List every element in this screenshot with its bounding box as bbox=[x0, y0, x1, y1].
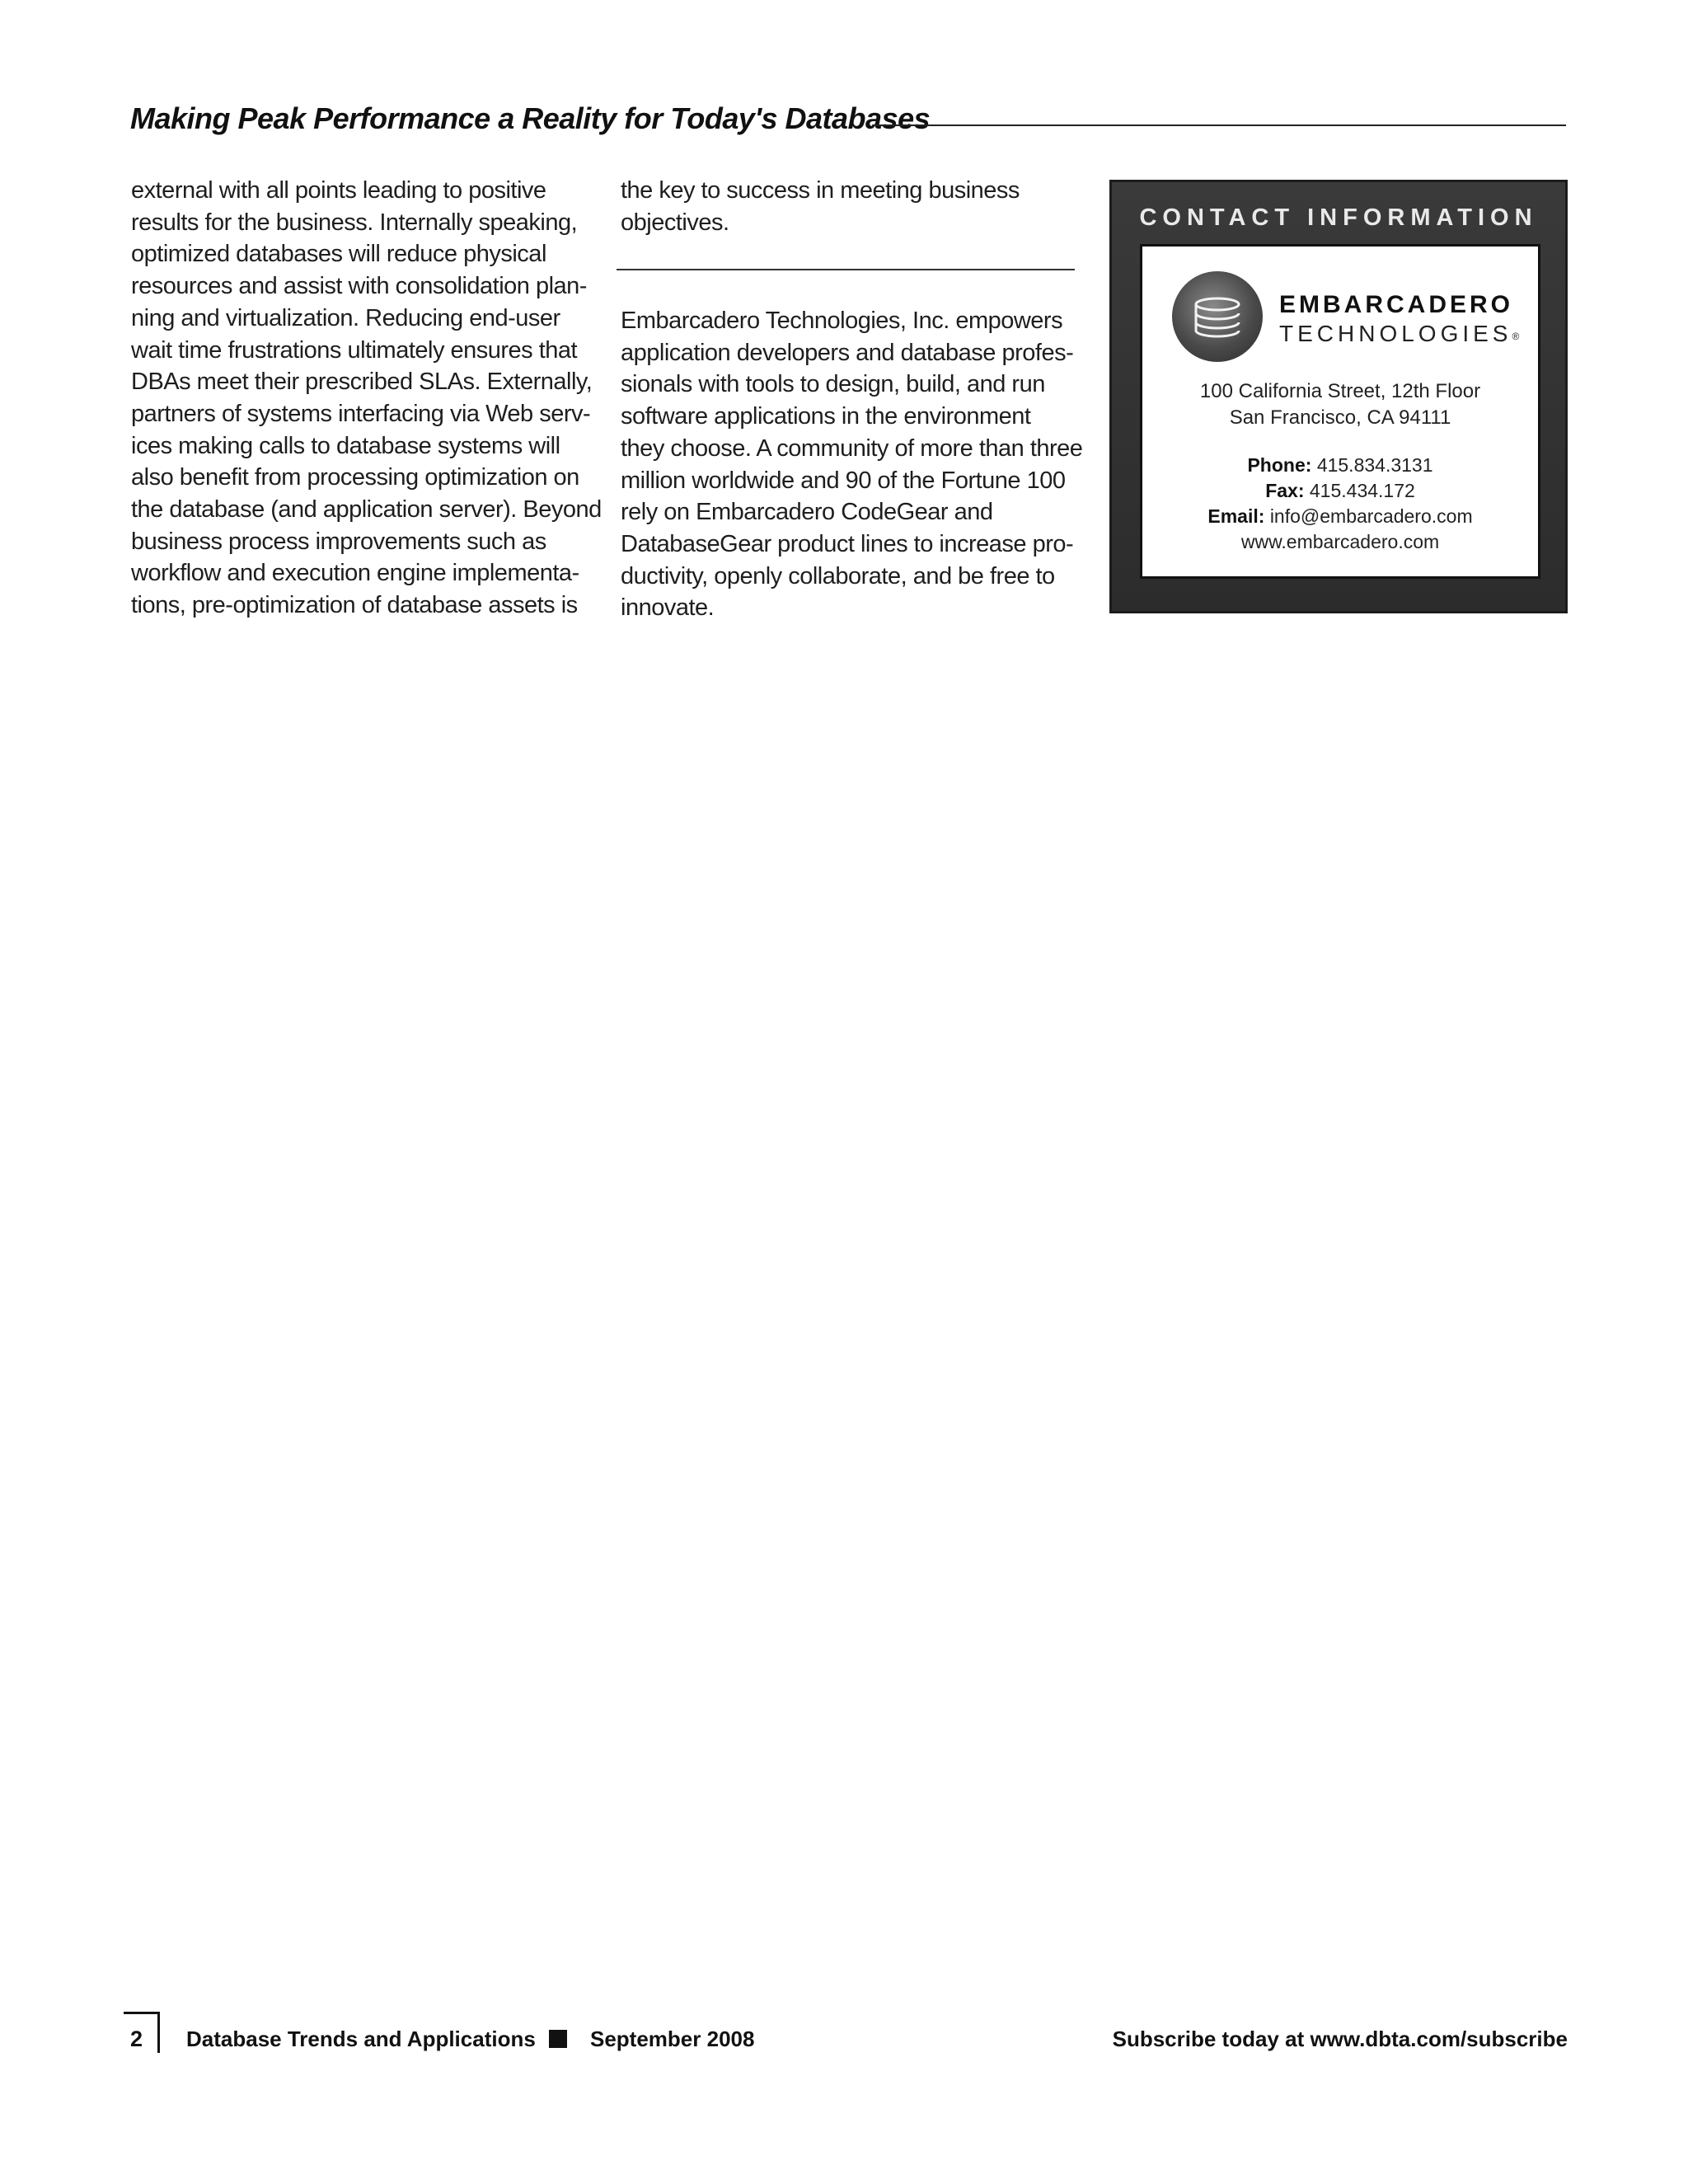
body-line: rely on Embarcadero CodeGear and bbox=[621, 499, 993, 526]
body-line: million worldwide and 90 of the Fortune 100 bbox=[621, 467, 1066, 494]
contact-information-box bbox=[1109, 180, 1568, 613]
publication-name: Database Trends and Applications bbox=[186, 2027, 536, 2051]
body-line: innovate. bbox=[621, 594, 715, 622]
body-line: also benefit from processing optimization on bbox=[131, 464, 579, 491]
subscribe-link[interactable]: Subscribe today at www.dbta.com/subscribe bbox=[1112, 2027, 1568, 2051]
body-line: ices making calls to database systems will bbox=[131, 432, 560, 459]
section-divider bbox=[617, 269, 1075, 270]
body-line: business process improvements such as bbox=[131, 528, 546, 555]
fax-number: 415.434.172 bbox=[1309, 480, 1415, 501]
body-line: wait time frustrations ultimately ensures that bbox=[131, 336, 578, 364]
body-line: Embarcadero Technologies, Inc. empowers bbox=[621, 308, 1063, 334]
body-line: application developers and database profes- bbox=[621, 339, 1074, 366]
brand-subtitle: TECHNOLOGIES® bbox=[1279, 321, 1520, 346]
issue-date: September 2008 bbox=[590, 2027, 755, 2051]
email-link[interactable]: info@embarcadero.com bbox=[1269, 505, 1473, 527]
body-line: the database (and application server). Beyond bbox=[131, 496, 602, 524]
brand-name: EMBARCADERO bbox=[1279, 291, 1513, 318]
body-line: ning and virtualization. Reducing end-user bbox=[131, 304, 560, 331]
header-rule bbox=[872, 124, 1566, 126]
body-line: resources and assist with consolidation plan- bbox=[131, 273, 587, 300]
postal-address bbox=[1142, 378, 1538, 431]
article-title: Making Peak Performance a Reality for Today's Databases bbox=[130, 101, 931, 135]
body-column-2-intro bbox=[621, 175, 1082, 238]
company-boilerplate bbox=[621, 305, 1082, 624]
body-column-1 bbox=[131, 175, 602, 622]
body-line: sionals with tools to design, build, and run bbox=[621, 371, 1045, 398]
page-footer bbox=[124, 2012, 1568, 2069]
running-header bbox=[130, 97, 1566, 140]
embarcadero-logo-icon bbox=[1172, 271, 1263, 362]
contact-details bbox=[1142, 453, 1538, 555]
body-line: results for the business. Internally speaking, bbox=[131, 209, 578, 236]
body-line: partners of systems interfacing via Web serv- bbox=[131, 400, 591, 427]
registered-mark: ® bbox=[1512, 331, 1520, 342]
body-line: the key to success in meeting business bbox=[621, 177, 1020, 204]
contact-heading: CONTACT INFORMATION bbox=[1139, 204, 1538, 231]
body-line: external with all points leading to positive bbox=[131, 177, 546, 204]
body-line: optimized databases will reduce physical bbox=[131, 241, 546, 268]
address-line-1: 100 California Street, 12th Floor bbox=[1199, 380, 1481, 402]
body-line: workflow and execution engine implementa- bbox=[131, 560, 579, 587]
body-line: DatabaseGear product lines to increase pro- bbox=[621, 530, 1074, 557]
page-number: 2 bbox=[130, 2027, 143, 2051]
body-line: DBAs meet their prescribed SLAs. Externally, bbox=[131, 369, 593, 396]
body-line: objectives. bbox=[621, 209, 729, 236]
phone-number: 415.834.3131 bbox=[1316, 454, 1433, 476]
body-line: tions, pre-optimization of database assets is bbox=[131, 592, 578, 619]
fax-line: Fax: 415.434.172 bbox=[1265, 480, 1415, 501]
contact-card bbox=[1140, 244, 1540, 579]
body-line: software applications in the environment bbox=[621, 403, 1031, 430]
phone-line: Phone: 415.834.3131 bbox=[1247, 454, 1433, 476]
body-line: ductivity, openly collaborate, and be free to bbox=[621, 562, 1055, 589]
email-line: Email: info@embarcadero.com bbox=[1207, 505, 1473, 527]
body-line: they choose. A community of more than three bbox=[621, 434, 1083, 462]
address-line-2: San Francisco, CA 94111 bbox=[1229, 406, 1451, 429]
website-link[interactable]: www.embarcadero.com bbox=[1240, 531, 1440, 552]
separator-square-icon bbox=[549, 2030, 567, 2048]
